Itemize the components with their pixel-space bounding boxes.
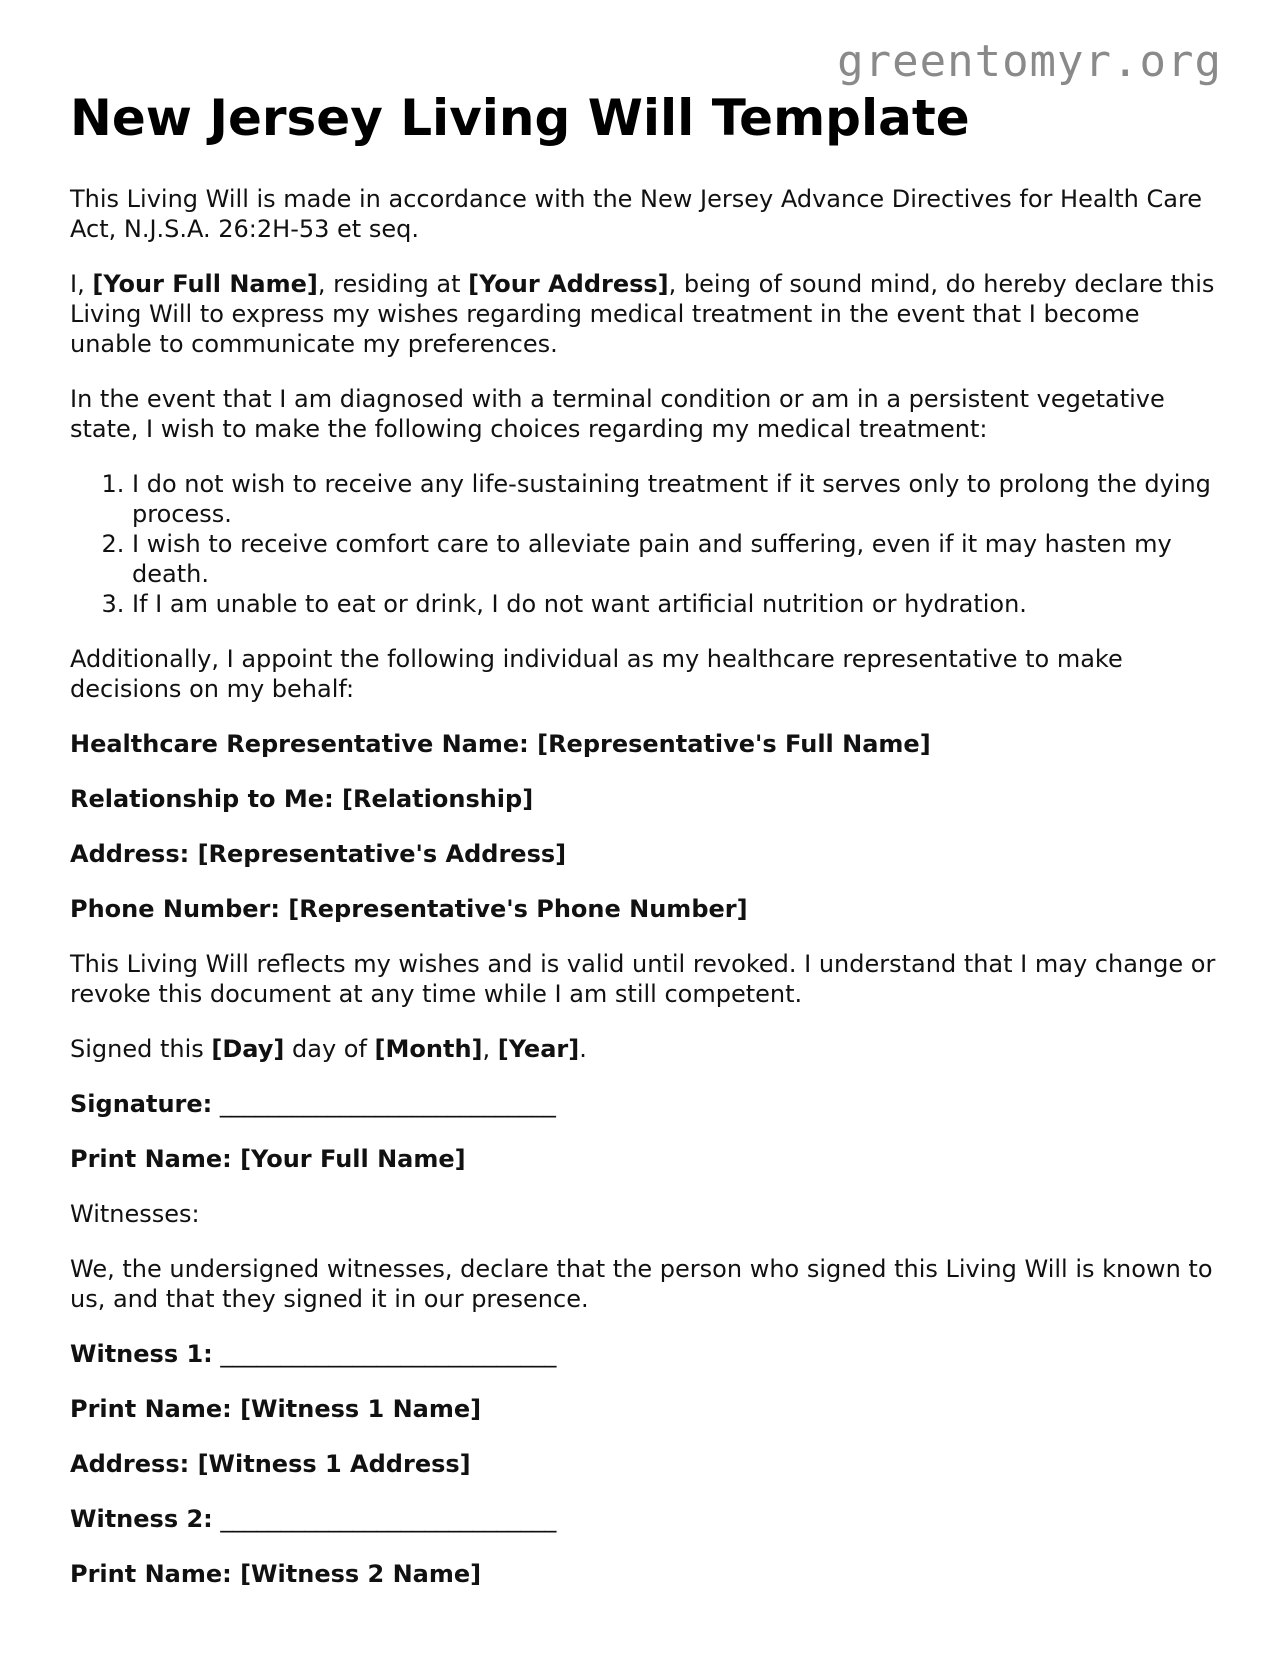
witness-1-address-field: Address: [Witness 1 Address] bbox=[70, 1449, 471, 1478]
signature-field bbox=[70, 1089, 1220, 1119]
declaration-text-2: , residing at bbox=[317, 269, 469, 298]
document-title: New Jersey Living Will Template bbox=[70, 89, 970, 147]
signed-date-line bbox=[70, 1034, 1220, 1064]
signature-line: ____________________________ bbox=[219, 1089, 556, 1118]
witness-2-signature-field bbox=[70, 1504, 1220, 1534]
watermark: greentomyr.org bbox=[837, 36, 1222, 87]
intro-paragraph: This Living Will is made in accordance with the New Jersey Advance Directives for Health Care Act, N.J.S.A. 26:2H-53 et seq. bbox=[70, 184, 1203, 243]
print-name-field: Print Name: [Your Full Name] bbox=[70, 1144, 466, 1173]
signed-text-3: , bbox=[482, 1034, 498, 1063]
list-item: 2. I wish to receive comfort care to alleviate pain and suffering, even if it may hasten my death. bbox=[132, 529, 1220, 589]
representative-name-field: Healthcare Representative Name: [Representative's Full Name] bbox=[70, 729, 931, 758]
day-placeholder: [Day] bbox=[211, 1034, 285, 1063]
declaration-text-3: , being of sound mind, do hereby declare this Living Will to express my wishes regarding medical treatment in the event that I become unable to communicate my preferences. bbox=[70, 269, 1215, 358]
your-full-name-placeholder: [Your Full Name] bbox=[92, 269, 318, 298]
signature-label: Signature: bbox=[70, 1089, 213, 1118]
witness-1-signature-line: ____________________________ bbox=[220, 1339, 557, 1368]
witnesses-heading: Witnesses: bbox=[70, 1199, 200, 1228]
representative-address-field: Address: [Representative's Address] bbox=[70, 839, 567, 868]
witness-2-print-name-field: Print Name: [Witness 2 Name] bbox=[70, 1559, 482, 1588]
witness-declaration-paragraph: We, the undersigned witnesses, declare that the person who signed this Living Will is known to us, and that they signed it in our presence. bbox=[70, 1254, 1213, 1313]
your-address-placeholder: [Your Address] bbox=[468, 269, 669, 298]
treatment-choices-list bbox=[70, 469, 1220, 619]
month-placeholder: [Month] bbox=[374, 1034, 483, 1063]
witness-2-label: Witness 2: bbox=[70, 1504, 213, 1533]
witness-1-signature-field bbox=[70, 1339, 1220, 1369]
representative-relationship-field: Relationship to Me: [Relationship] bbox=[70, 784, 534, 813]
condition-paragraph: In the event that I am diagnosed with a terminal condition or am in a persistent vegetative state, I wish to make the following choices regarding my medical treatment: bbox=[70, 384, 1165, 443]
signed-text-2: day of bbox=[284, 1034, 375, 1063]
declaration-text-1: I, bbox=[70, 269, 93, 298]
witness-1-label: Witness 1: bbox=[70, 1339, 213, 1368]
validity-paragraph: This Living Will reflects my wishes and is valid until revoked. I understand that I may change or revoke this document at any time while I am still competent. bbox=[70, 949, 1216, 1008]
witness-1-print-name-field: Print Name: [Witness 1 Name] bbox=[70, 1394, 482, 1423]
witness-2-signature-line: ____________________________ bbox=[220, 1504, 557, 1533]
list-item: 3. If I am unable to eat or drink, I do not want artificial nutrition or hydration. bbox=[132, 589, 1220, 619]
signed-text-1: Signed this bbox=[70, 1034, 212, 1063]
appoint-paragraph: Additionally, I appoint the following individual as my healthcare representative to make decisions on my behalf: bbox=[70, 644, 1123, 703]
year-placeholder: [Year] bbox=[497, 1034, 580, 1063]
signed-text-4: . bbox=[579, 1034, 587, 1063]
document-page bbox=[70, 90, 1220, 1614]
representative-phone-field: Phone Number: [Representative's Phone Number] bbox=[70, 894, 748, 923]
declaration-paragraph bbox=[70, 269, 1220, 359]
list-item: 1. I do not wish to receive any life-sustaining treatment if it serves only to prolong the dying process. bbox=[132, 469, 1220, 529]
